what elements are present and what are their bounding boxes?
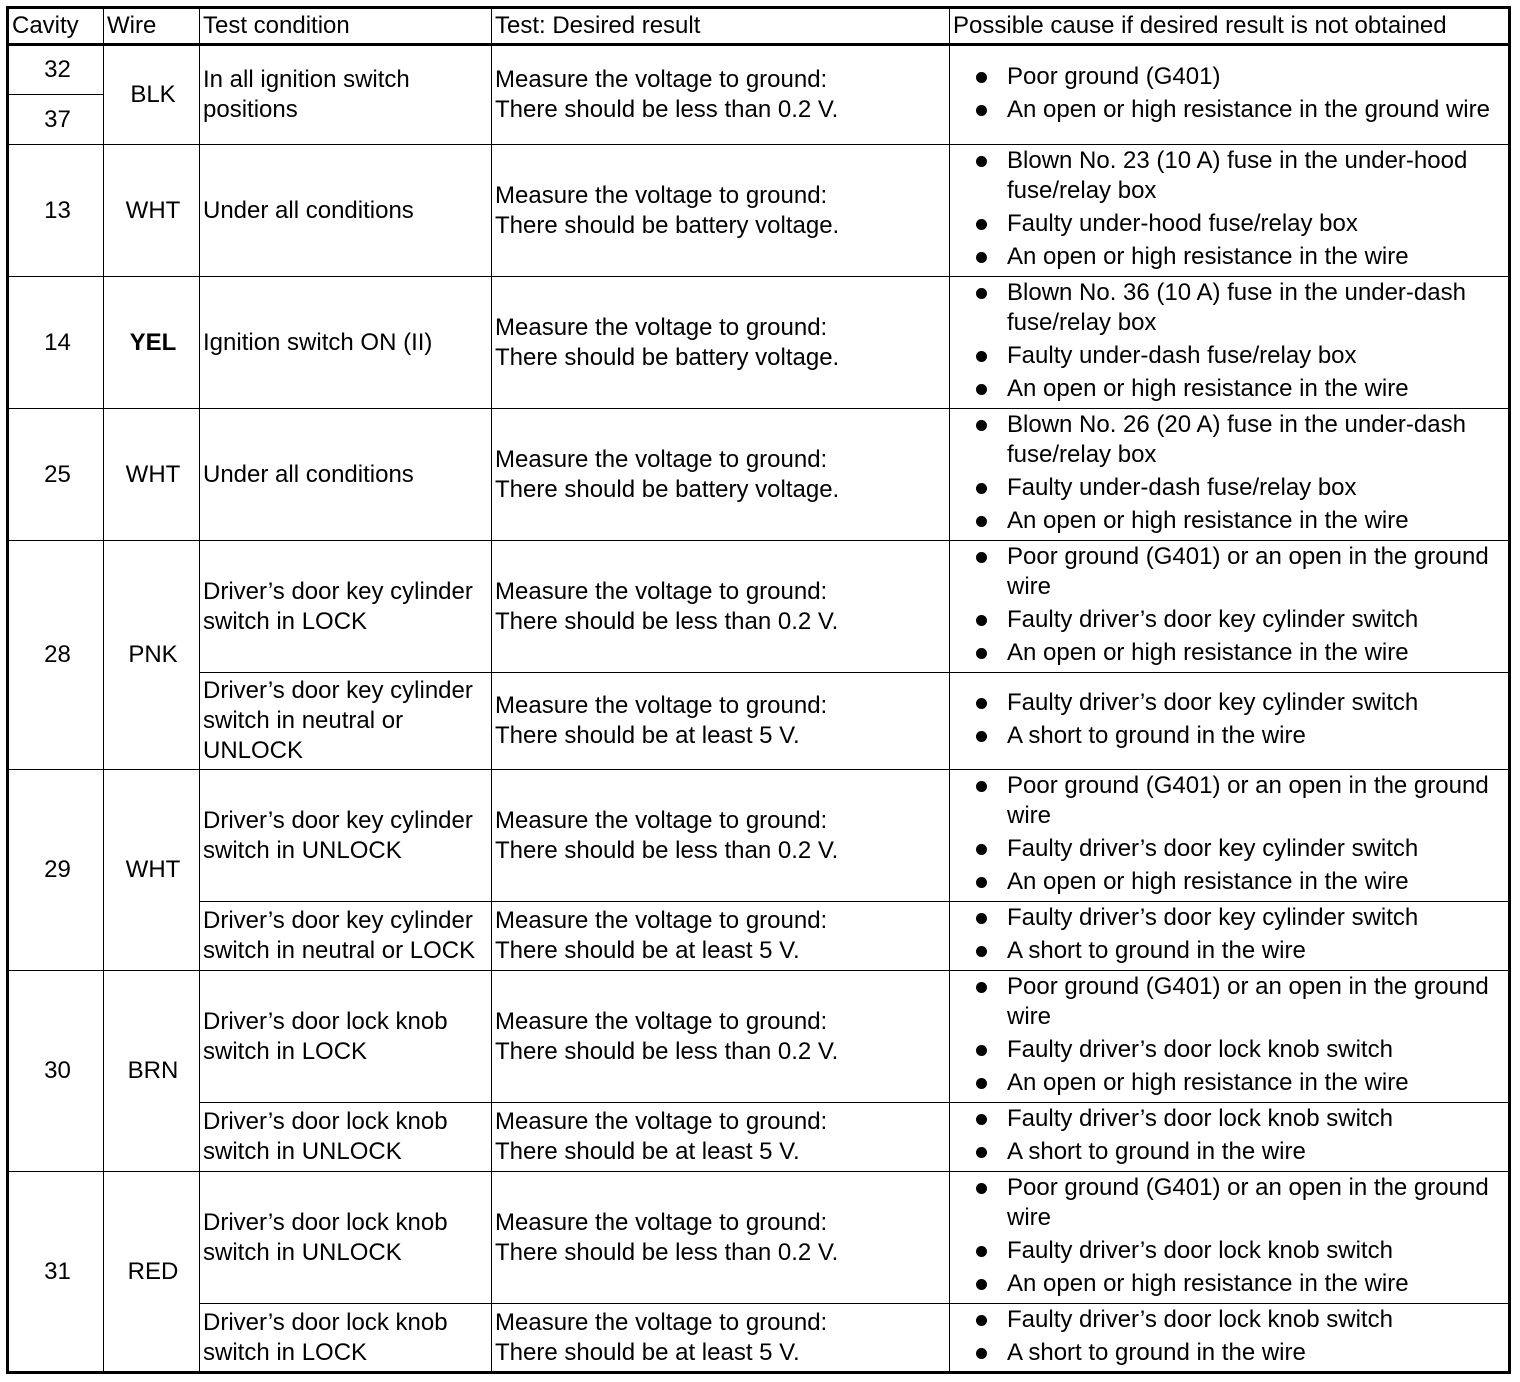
text-line: Driver’s door lock knob [203,1007,448,1035]
text-line: There should be less than 0.2 V. [495,836,839,864]
desired-result-cell [492,770,950,902]
table-row [8,409,1510,541]
text-line: Measure the voltage to ground: [495,907,828,934]
text-line: There should be at least 5 V. [495,1338,800,1366]
text-line: Measure the voltage to ground: [495,692,828,719]
possible-cause-cell [950,409,1510,541]
cause-item: Poor ground (G401) or an open in the ground wire [953,771,1508,831]
troubleshooting-table [6,6,1511,1374]
text-line: Measure the voltage to ground: [495,1308,828,1336]
cause-list [953,688,1508,751]
cavity-cell: 32 [8,45,104,95]
cavity-cell: 13 [8,145,104,277]
text-line: Measure the voltage to ground: [495,577,828,605]
desired-result-cell [492,1172,950,1304]
test-condition-cell [200,409,492,541]
cause-list [953,542,1508,668]
text-line: Driver’s door lock knob [203,1208,448,1236]
cause-item: Poor ground (G401) or an open in the ground wire [953,1173,1508,1233]
text-line: There should be less than 0.2 V. [495,1037,839,1065]
wire-cell: RED [104,1172,200,1373]
text-line: Driver’s door lock knob [203,1308,448,1336]
table-row [8,902,1510,971]
table-row [8,673,1510,770]
test-condition-cell [200,45,492,145]
text-line: switch in UNLOCK [203,836,402,864]
cause-item: Poor ground (G401) or an open in the ground wire [953,542,1508,602]
text-line: positions [203,96,298,123]
cause-item: Poor ground (G401) or an open in the ground wire [953,972,1508,1032]
possible-cause-cell [950,1304,1510,1373]
header-desired-result: Test: Desired result [492,8,950,45]
desired-result-cell [492,45,950,145]
cause-item: Faulty driver’s door key cylinder switch [953,834,1508,864]
possible-cause-cell [950,673,1510,770]
text-line: In all ignition switch [203,66,410,93]
cause-list [953,972,1508,1098]
cavity-cell: 29 [8,770,104,971]
cause-item: Faulty driver’s door lock knob switch [953,1305,1508,1335]
test-condition-cell [200,1172,492,1304]
cause-item: An open or high resistance in the ground wire [953,95,1508,125]
text-line: UNLOCK [203,737,304,764]
test-condition-cell [200,541,492,673]
wire-cell: PNK [104,541,200,770]
wire-cell: BRN [104,971,200,1172]
text-line: There should be at least 5 V. [495,722,800,749]
cause-item: An open or high resistance in the wire [953,1068,1508,1098]
desired-result-cell [492,971,950,1103]
cause-list [953,1104,1508,1167]
desired-result-cell [492,673,950,770]
cause-list [953,771,1508,897]
table-row [8,541,1510,673]
test-condition-cell [200,902,492,971]
possible-cause-cell [950,277,1510,409]
text-line: There should be at least 5 V. [495,1138,800,1165]
text-line: There should be battery voltage. [495,475,840,503]
cause-list [953,62,1508,125]
text-line: Measure the voltage to ground: [495,313,828,341]
table-row [8,770,1510,902]
desired-result-cell [492,145,950,277]
text-line: Driver’s door key cylinder [203,806,473,834]
cause-item: An open or high resistance in the wire [953,374,1508,404]
table-row [8,145,1510,277]
cause-item: Faulty driver’s door lock knob switch [953,1104,1508,1134]
text-line: There should be less than 0.2 V. [495,1238,839,1266]
possible-cause-cell [950,541,1510,673]
cause-list [953,410,1508,536]
possible-cause-cell [950,971,1510,1103]
cause-item: Poor ground (G401) [953,62,1508,92]
cause-item: Blown No. 26 (20 A) fuse in the under-dash fuse/relay box [953,410,1508,470]
cavity-cell: 14 [8,277,104,409]
cause-list [953,146,1508,272]
test-condition-cell [200,673,492,770]
desired-result-cell [492,902,950,971]
wire-cell: YEL [104,277,200,409]
text-line: Under all conditions [203,196,414,224]
wire-cell: WHT [104,770,200,971]
cause-item: Faulty under-dash fuse/relay box [953,341,1508,371]
cause-item: Faulty driver’s door key cylinder switch [953,688,1508,718]
test-condition-cell [200,145,492,277]
table-row [8,1304,1510,1373]
text-line: There should be less than 0.2 V. [495,607,839,635]
text-line: switch in UNLOCK [203,1238,402,1266]
possible-cause-cell [950,1172,1510,1304]
cause-list [953,1305,1508,1368]
text-line: Measure the voltage to ground: [495,1108,828,1135]
header-test-condition: Test condition [200,8,492,45]
text-line: Ignition switch ON (II) [203,328,433,356]
text-line: Measure the voltage to ground: [495,445,828,473]
test-condition-cell [200,1304,492,1373]
desired-result-cell [492,1103,950,1172]
cause-item: Faulty driver’s door lock knob switch [953,1236,1508,1266]
table-row [8,971,1510,1103]
text-line: Driver’s door key cylinder [203,907,473,934]
text-line: Measure the voltage to ground: [495,66,828,93]
table-row [8,277,1510,409]
text-line: switch in neutral or [203,707,404,734]
text-line: Under all conditions [203,460,414,488]
cause-list [953,278,1508,404]
desired-result-cell [492,1304,950,1373]
cause-item: A short to ground in the wire [953,1338,1508,1368]
text-line: Driver’s door key cylinder [203,577,473,605]
cause-item: Faulty under-hood fuse/relay box [953,209,1508,239]
text-line: Driver’s door key cylinder [203,677,473,704]
header-possible-cause: Possible cause if desired result is not obtained [950,8,1510,45]
cavity-cell: 25 [8,409,104,541]
text-line: switch in LOCK [203,1338,368,1366]
cause-item: Faulty under-dash fuse/relay box [953,473,1508,503]
cause-item: Faulty driver’s door key cylinder switch [953,903,1508,933]
cause-item: A short to ground in the wire [953,1137,1508,1167]
header-wire: Wire [104,8,200,45]
text-line: switch in UNLOCK [203,1138,402,1165]
text-line: Measure the voltage to ground: [495,1007,828,1035]
cause-list [953,903,1508,966]
text-line: switch in LOCK [203,607,368,635]
text-line: Measure the voltage to ground: [495,181,828,209]
text-line: Measure the voltage to ground: [495,806,828,834]
cause-item: Faulty driver’s door lock knob switch [953,1035,1508,1065]
possible-cause-cell [950,902,1510,971]
cavity-cell: 31 [8,1172,104,1373]
test-condition-cell [200,770,492,902]
possible-cause-cell [950,1103,1510,1172]
text-line: There should be less than 0.2 V. [495,96,839,123]
cause-item: Faulty driver’s door key cylinder switch [953,605,1508,635]
test-condition-cell [200,277,492,409]
table-row [8,1172,1510,1304]
test-condition-cell [200,971,492,1103]
table-row [8,45,1510,95]
cause-item: A short to ground in the wire [953,721,1508,751]
cause-item: An open or high resistance in the wire [953,867,1508,897]
wire-cell: WHT [104,409,200,541]
cause-item: Blown No. 23 (10 A) fuse in the under-hood fuse/relay box [953,146,1508,206]
test-condition-cell [200,1103,492,1172]
desired-result-cell [492,409,950,541]
text-line: switch in LOCK [203,1037,368,1065]
header-row [8,8,1510,45]
possible-cause-cell [950,145,1510,277]
table-row [8,1103,1510,1172]
cavity-cell: 37 [8,95,104,145]
text-line: Measure the voltage to ground: [495,1208,828,1236]
cavity-cell: 30 [8,971,104,1172]
cause-list [953,1173,1508,1299]
desired-result-cell [492,277,950,409]
cavity-cell: 28 [8,541,104,770]
text-line: There should be battery voltage. [495,343,840,371]
text-line: There should be battery voltage. [495,211,840,239]
cause-item: An open or high resistance in the wire [953,242,1508,272]
desired-result-cell [492,541,950,673]
cause-item: A short to ground in the wire [953,936,1508,966]
cause-item: An open or high resistance in the wire [953,506,1508,536]
text-line: Driver’s door lock knob [203,1108,448,1135]
cause-item: An open or high resistance in the wire [953,1269,1508,1299]
text-line: switch in neutral or LOCK [203,937,476,964]
header-cavity: Cavity [8,8,104,45]
table-body [8,45,1510,1373]
possible-cause-cell [950,770,1510,902]
text-line: There should be at least 5 V. [495,937,800,964]
cause-item: An open or high resistance in the wire [953,638,1508,668]
possible-cause-cell [950,45,1510,145]
cause-item: Blown No. 36 (10 A) fuse in the under-dash fuse/relay box [953,278,1508,338]
wire-cell: WHT [104,145,200,277]
wire-cell: BLK [104,45,200,145]
